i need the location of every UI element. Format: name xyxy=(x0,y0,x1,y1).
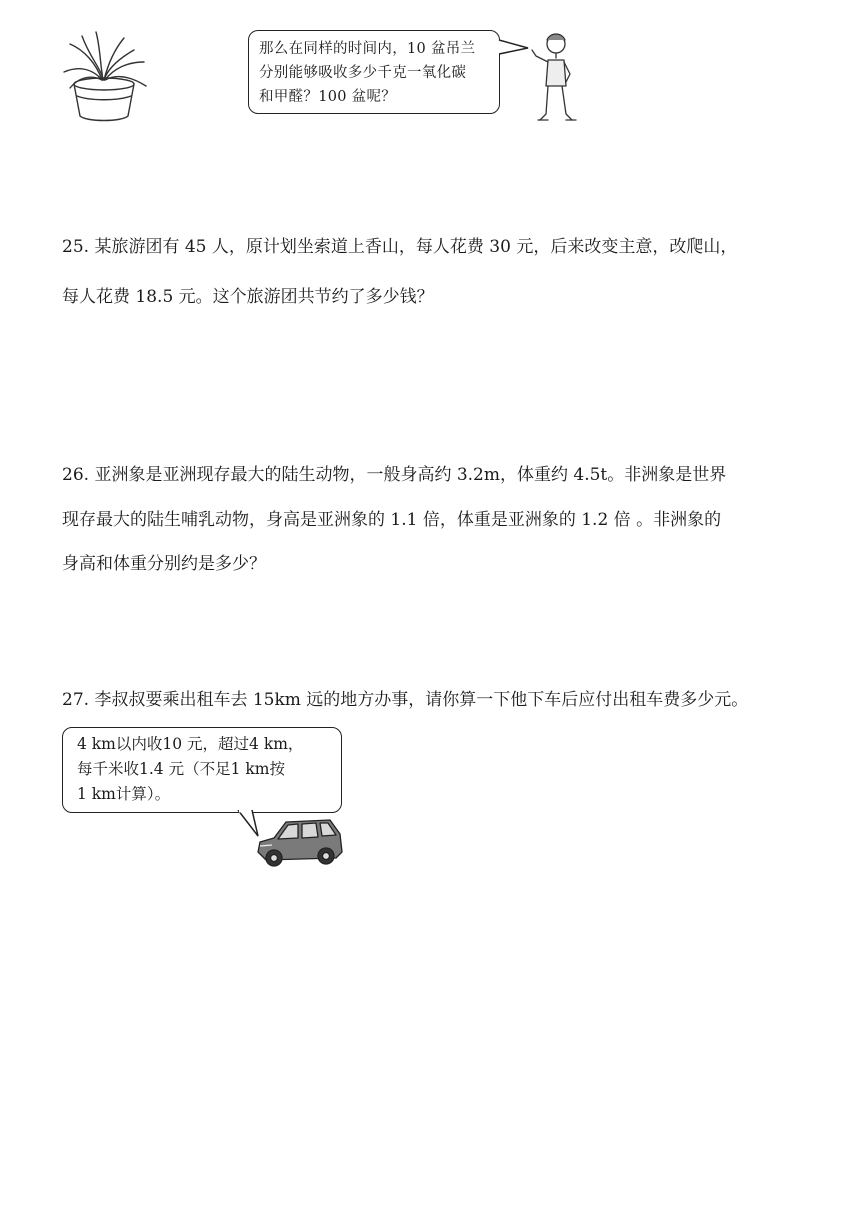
speech-bubble xyxy=(248,30,500,114)
question-25-line-2: 每人花费 18.5 元。这个旅游团共节约了多少钱？ xyxy=(62,287,434,307)
question-25-line-1: 25. 某旅游团有 45 人，原计划坐索道上香山，每人花费 30 元，后来改变主意，改爬山， xyxy=(62,237,738,257)
speech-line: 和甲醛？100 盆呢？ xyxy=(259,89,397,105)
potted-spider-plant-icon xyxy=(56,28,152,124)
boy-pointing-icon xyxy=(526,28,582,128)
fare-rule-line: 每千米收1.4 元（不足1 km按 xyxy=(77,760,285,778)
question-26-line-3: 身高和体重分别约是多少？ xyxy=(62,554,266,574)
fare-rule-bubble xyxy=(62,727,342,813)
fare-rule-line: 1 km计算）。 xyxy=(77,785,171,803)
question-26-line-2: 现存最大的陆生哺乳动物，身高是亚洲象的 1.1 倍，体重是亚洲象的 1.2 倍 。非洲象的 xyxy=(62,510,722,530)
question-27-line-1: 27. 李叔叔要乘出租车去 15km 远的地方办事，请你算一下他下车后应付出租车费多少元。 xyxy=(62,690,749,710)
fare-rule-line: 4 km以内收10 元，超过4 km， xyxy=(77,735,304,753)
question-26-line-1: 26. 亚洲象是亚洲现存最大的陆生动物，一般身高约 3.2m，体重约 4.5t。非洲象是世界 xyxy=(62,465,727,485)
taxi-car-icon xyxy=(252,812,348,872)
speech-line: 分别能够吸收多少千克一氧化碳 xyxy=(259,65,467,81)
speech-line: 那么在同样的时间内，10 盆吊兰 xyxy=(259,41,476,57)
